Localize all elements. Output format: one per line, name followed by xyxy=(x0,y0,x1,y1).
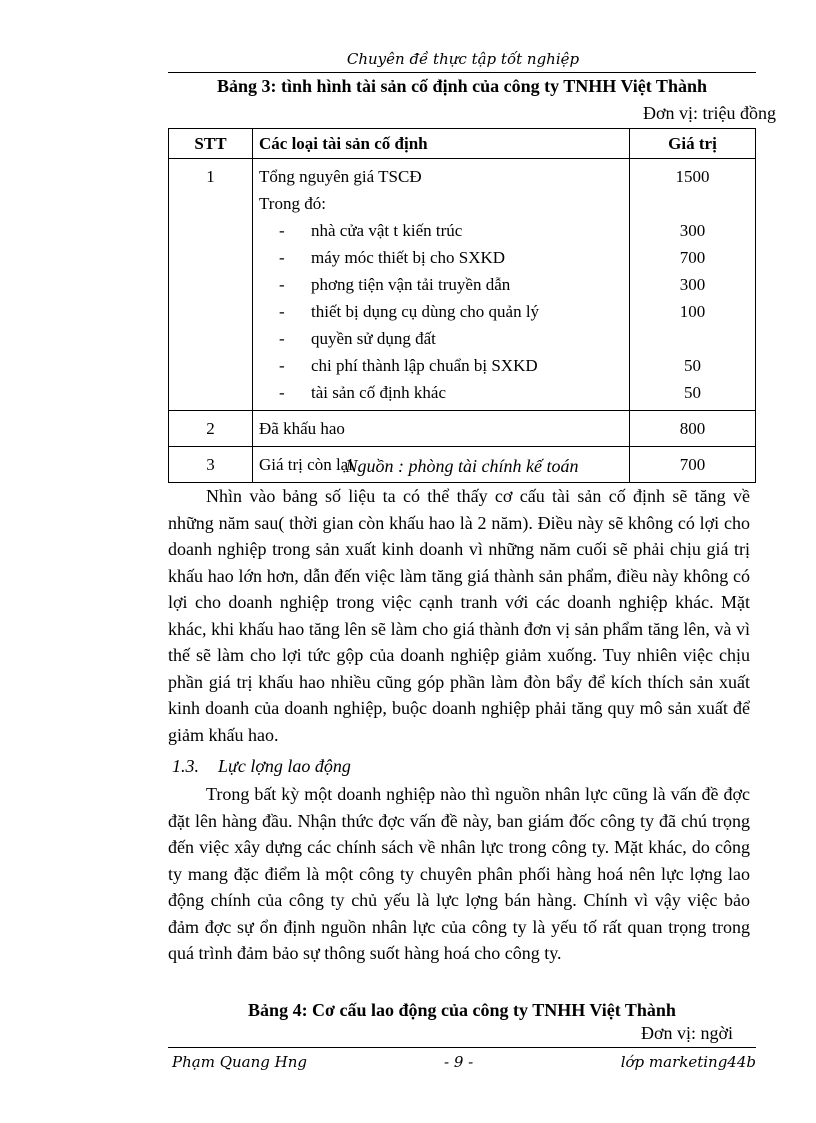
table-header-row xyxy=(169,129,756,159)
row-stt xyxy=(169,411,253,447)
item-value xyxy=(636,325,749,352)
dash-marker: - xyxy=(279,248,285,267)
dash-marker: - xyxy=(279,329,285,348)
list-item xyxy=(259,298,623,325)
table4-unit: Đơn vị: ngời xyxy=(641,1023,734,1043)
item-value: 50 xyxy=(684,383,701,402)
cell-asset-name: Giá trị còn lại xyxy=(259,455,353,474)
footer-rule xyxy=(168,1047,756,1048)
header-rule xyxy=(168,72,756,73)
breakdown-label: Trong đó: xyxy=(259,194,326,213)
footer-class: lớp marketing44b xyxy=(620,1053,756,1071)
dash-marker: - xyxy=(279,221,285,240)
table3-unit: Đơn vị: triệu đồng xyxy=(642,103,776,123)
table4-title: Bảng 4: Cơ cấu lao động của công ty TNHH Việt Thành xyxy=(248,1000,676,1020)
table3-source: Nguồn : phòng tài chính kế toán xyxy=(345,456,579,476)
dash-marker: - xyxy=(279,356,285,375)
running-header: Chuyên đề thực tập tốt nghiệp xyxy=(346,50,580,68)
paragraph-analysis: Nhìn vào bảng số liệu ta có thể thấy cơ cấu tài sản cố định sẽ tăng về những năm sau( thời gian còn khấu hao là 2 năm). Điều này sẽ không có lợi cho doanh nghiệp trong sản xuất kinh doanh vì những năm cuối sẽ phải chịu giá trị khấu hao lớn hơn, dẫn đến việc làm tăng giá thành sản phẩm, điều này không có lợi cho doanh nghiệp trong việc cạnh tranh với các doanh nghiệp khác. Mặt khác, khi khấu hao tăng lên sẽ làm cho giá thành đơn vị sản phẩm tăng lên, và vì thế sẽ làm cho lợi tức gộp của doanh nghiệp giảm xuống. Tuy nhiên việc chịu phần giá trị khấu hao nhiều cũng góp phần làm đòn bẩy để kích thích sản xuất kinh doanh của doanh nghiệp, buộc doanh nghiệp phải tăng quy mô sản xuất để giảm khấu hao. xyxy=(168,486,750,745)
item-name: phơng tiện vận tải truyền dẫn xyxy=(311,275,511,294)
row-values-cell xyxy=(630,411,756,447)
paragraph-workforce: Trong bất kỳ một doanh nghiệp nào thì nguồn nhân lực cũng là vấn đề đợc đặt lên hàng đầu. Nhận thức đợc vấn đề này, ban giám đốc công ty đã chú trọng đến việc xây dựng các chính sách về nhân lực trong công ty. Mặt khác, do công ty mang đặc điểm là một công ty chuyên phân phối hàng hoá nên lực lợng lao động chính của công ty chủ yếu là lực lợng bán hàng. Chính vì vậy việc bảo đảm đợc sự ổn định nguồn nhân lực của công ty là yếu tố rất quan trọng trong quá trình đảm bảo sự thông suốt hàng hoá cho công ty. xyxy=(168,784,750,963)
list-item xyxy=(259,244,623,271)
list-item xyxy=(259,325,623,352)
item-name: nhà cửa vật t kiến trúc xyxy=(311,221,463,240)
section-number: 1.3. xyxy=(172,756,199,776)
fixed-assets-table xyxy=(168,128,756,483)
cell-stt: 1 xyxy=(206,167,215,186)
list-item xyxy=(259,379,623,406)
section-title: Lực lợng lao động xyxy=(218,756,351,776)
row-asset-cell xyxy=(253,159,630,411)
cell-stt: 2 xyxy=(206,419,215,438)
row-stt xyxy=(169,159,253,411)
item-name: thiết bị dụng cụ dùng cho quản lý xyxy=(311,302,540,321)
cell-value: 700 xyxy=(679,455,706,474)
list-item xyxy=(259,217,623,244)
column-header-value: Giá trị xyxy=(630,129,756,159)
cell-value-empty xyxy=(636,190,749,217)
dash-marker: - xyxy=(279,383,285,402)
row-asset-cell xyxy=(253,411,630,447)
item-value: 50 xyxy=(684,356,701,375)
item-name: chi phí thành lập chuẩn bị SXKD xyxy=(311,356,538,375)
item-value: 700 xyxy=(679,248,706,267)
item-value: 300 xyxy=(679,275,706,294)
item-value: 100 xyxy=(679,302,706,321)
table-row xyxy=(169,159,756,411)
list-item xyxy=(259,352,623,379)
row-values-cell xyxy=(630,159,756,411)
table-row xyxy=(169,411,756,447)
section-heading xyxy=(172,756,351,777)
cell-asset-name: Tổng nguyên giá TSCĐ xyxy=(259,167,422,186)
cell-value: 1500 xyxy=(675,167,710,186)
cell-asset-name: Đã khấu hao xyxy=(259,419,345,438)
item-name: quyền sử dụng đất xyxy=(311,329,436,348)
list-item xyxy=(259,271,623,298)
item-value: 300 xyxy=(679,221,706,240)
dash-marker: - xyxy=(279,275,285,294)
table3-title: Bảng 3: tình hình tài sản cố định của công ty TNHH Việt Thành xyxy=(217,76,707,96)
cell-value: 800 xyxy=(679,419,706,438)
footer-author: Phạm Quang Hng xyxy=(172,1053,307,1071)
page-number: - 9 - xyxy=(444,1053,474,1071)
item-name: máy móc thiết bị cho SXKD xyxy=(311,248,506,267)
item-name: tài sản cố định khác xyxy=(311,383,447,402)
column-header-asset-type: Các loại tài sản cố định xyxy=(253,129,630,159)
column-header-stt: STT xyxy=(169,129,253,159)
cell-stt: 3 xyxy=(206,455,215,474)
dash-marker: - xyxy=(279,302,285,321)
